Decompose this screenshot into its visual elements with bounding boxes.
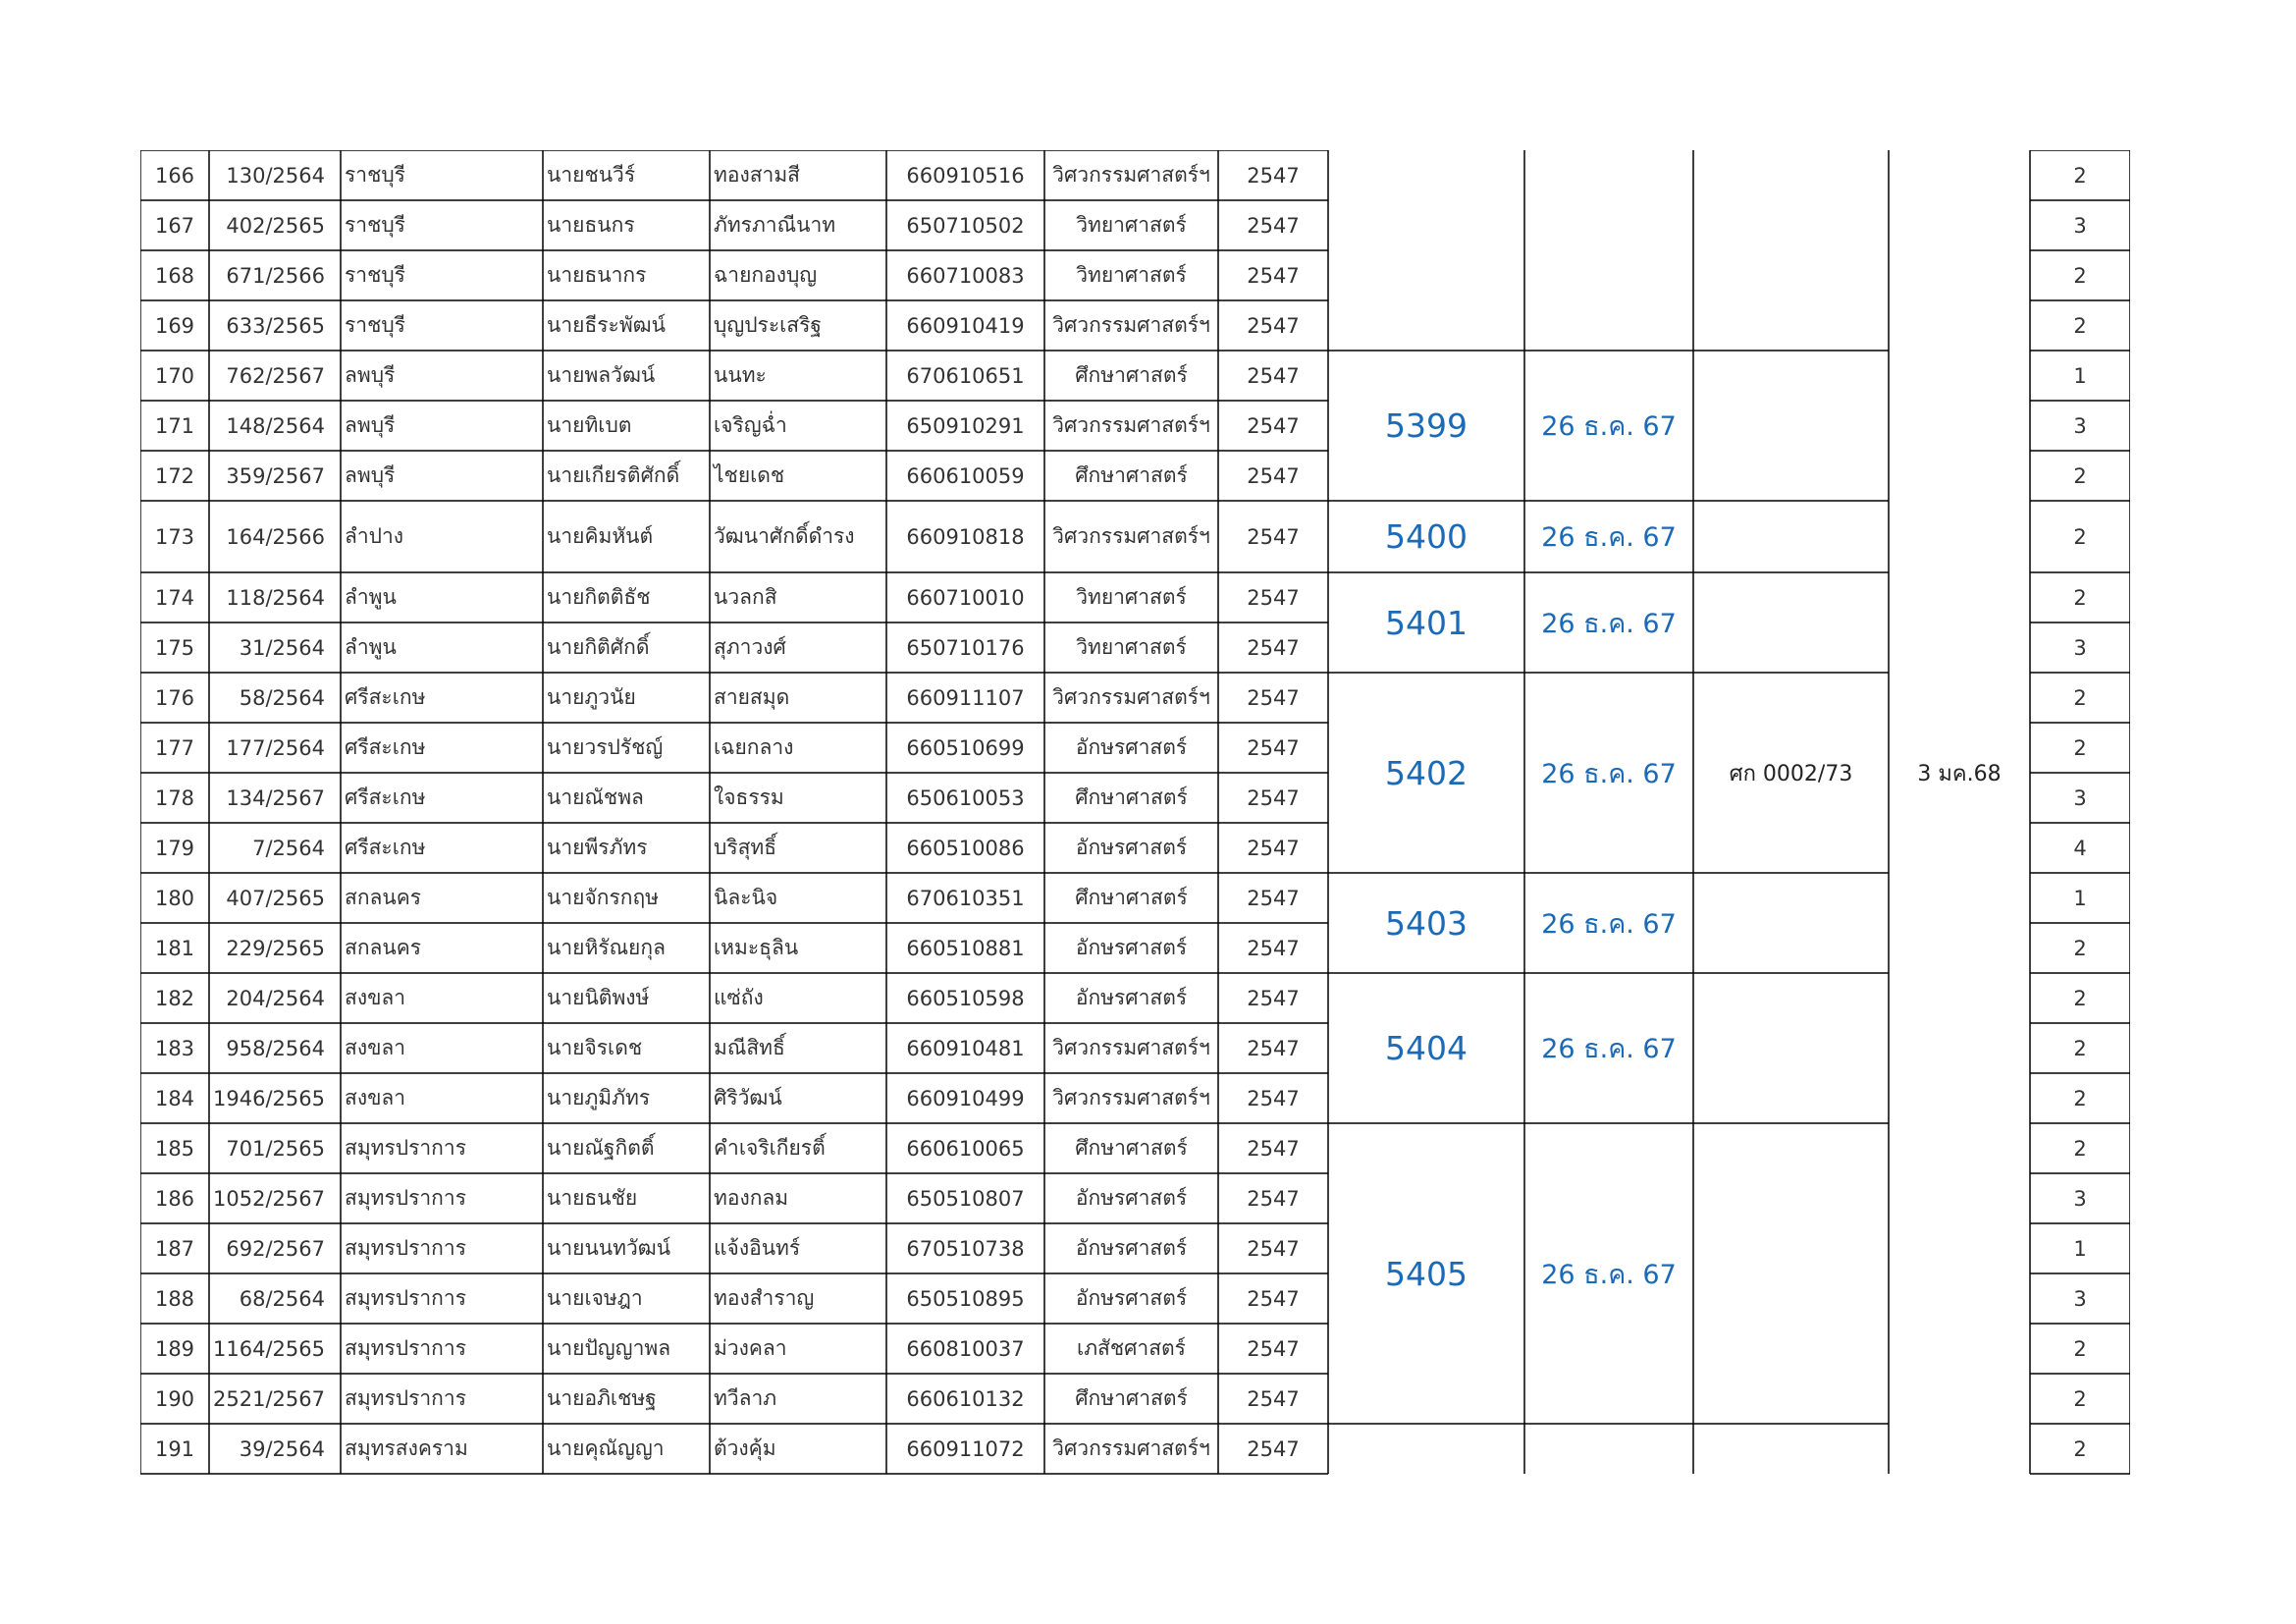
cell-last: สุภาวงศ์	[714, 635, 786, 659]
cell-faculty: วิทยาศาสตร์	[1076, 585, 1187, 609]
cell-year: 2547	[1247, 463, 1300, 488]
cell-last: ใจธรรม	[714, 785, 784, 809]
cell-last: นวลกสิ	[714, 585, 777, 609]
cell-sid: 660610059	[906, 463, 1025, 488]
cell-last: เฉยกลาง	[714, 735, 794, 759]
cell-no: 185	[154, 1136, 195, 1161]
group-date: 26 ธ.ค. 67	[1541, 1259, 1677, 1290]
cell-last: บริสุทธิ์	[714, 836, 777, 859]
group-doc-number: ศก 0002/73	[1729, 761, 1853, 786]
cell-no: 168	[154, 263, 195, 288]
cell-last: แจ้งอินทร์	[714, 1236, 801, 1260]
cell-count: 2	[2073, 1136, 2087, 1161]
cell-no: 181	[154, 936, 195, 960]
cell-year: 2547	[1247, 524, 1300, 549]
cell-ref: 671/2566	[226, 263, 325, 288]
cell-count: 2	[2073, 1036, 2087, 1060]
cell-count: 2	[2073, 313, 2087, 338]
cell-no: 180	[154, 886, 195, 910]
record-table	[140, 150, 2130, 1475]
cell-last: สายสมุด	[714, 685, 790, 709]
cell-province: สกลนคร	[345, 886, 422, 909]
cell-no: 184	[154, 1086, 195, 1110]
cell-province: ลพบุรี	[345, 363, 396, 387]
cell-province: ราชบุรี	[345, 263, 405, 287]
group-number: 5400	[1385, 517, 1468, 556]
cell-province: ศรีสะเกษ	[345, 685, 426, 709]
cell-sid: 660910818	[906, 524, 1025, 549]
cell-no: 175	[154, 635, 195, 660]
group-date: 26 ธ.ค. 67	[1541, 411, 1677, 442]
cell-year: 2547	[1247, 1036, 1300, 1060]
cell-count: 2	[2073, 585, 2087, 610]
cell-last: ภัทรภาณีนาท	[714, 213, 836, 237]
cell-year: 2547	[1247, 1336, 1300, 1361]
cell-sid: 660510598	[906, 986, 1025, 1010]
group-number: 5401	[1385, 603, 1468, 642]
cell-faculty: อักษรศาสตร์	[1075, 836, 1188, 859]
group-number: 5404	[1385, 1029, 1468, 1067]
cell-first: นายคิมหันต์	[547, 524, 654, 548]
cell-no: 178	[154, 785, 195, 810]
cell-ref: 958/2564	[226, 1036, 325, 1060]
cell-ref: 1052/2567	[213, 1186, 325, 1211]
cell-count: 2	[2073, 463, 2087, 488]
cell-first: นายธีระพัฒน์	[547, 313, 666, 337]
cell-last: ทวีลาภ	[714, 1386, 777, 1410]
cell-last: เหมะธุลิน	[714, 936, 799, 959]
group-number: 5405	[1385, 1254, 1468, 1293]
cell-year: 2547	[1247, 413, 1300, 438]
cell-count: 2	[2073, 685, 2087, 710]
cell-province: สงขลา	[345, 1086, 406, 1110]
cell-no: 169	[154, 313, 195, 338]
cell-first: นายปัญญาพล	[547, 1336, 671, 1360]
cell-last: วัฒนาศักดิ์ดำรง	[714, 524, 855, 548]
cell-ref: 39/2564	[239, 1436, 325, 1461]
cell-count: 1	[2073, 1236, 2087, 1261]
cell-sid: 660911107	[906, 685, 1025, 710]
cell-sid: 660910516	[906, 163, 1025, 188]
cell-year: 2547	[1247, 936, 1300, 960]
cell-ref: 633/2565	[226, 313, 325, 338]
cell-no: 183	[154, 1036, 195, 1060]
cell-faculty: วิศวกรรมศาสตร์ฯ	[1052, 1436, 1210, 1460]
cell-ref: 1164/2565	[213, 1336, 325, 1361]
cell-sid: 670510738	[906, 1236, 1025, 1261]
cell-faculty: ศึกษาศาสตร์	[1075, 785, 1188, 809]
cell-province: สมุทรปราการ	[345, 1286, 466, 1310]
cell-first: นายณัชพล	[547, 785, 644, 809]
cell-year: 2547	[1247, 585, 1300, 610]
cell-first: นายพีรภัทร	[547, 836, 648, 859]
cell-ref: 1946/2565	[213, 1086, 325, 1110]
cell-last: ม่วงคลา	[714, 1336, 787, 1360]
cell-sid: 650610053	[906, 785, 1025, 810]
cell-year: 2547	[1247, 836, 1300, 860]
cell-faculty: อักษรศาสตร์	[1075, 936, 1188, 959]
cell-sid: 660710083	[906, 263, 1025, 288]
cell-sid: 660610132	[906, 1386, 1025, 1411]
cell-province: ศรีสะเกษ	[345, 785, 426, 809]
cell-faculty: อักษรศาสตร์	[1075, 1286, 1188, 1310]
cell-first: นายธนากร	[547, 263, 647, 287]
group-date: 26 ธ.ค. 67	[1541, 908, 1677, 940]
cell-no: 166	[154, 163, 195, 188]
cell-sid: 660710010	[906, 585, 1025, 610]
cell-no: 167	[154, 213, 195, 238]
cell-no: 171	[154, 413, 195, 438]
cell-first: นายเกียรติศักดิ์	[547, 463, 680, 487]
cell-faculty: วิศวกรรมศาสตร์ฯ	[1052, 163, 1210, 187]
cell-faculty: วิศวกรรมศาสตร์ฯ	[1052, 524, 1210, 548]
group-number: 5399	[1385, 406, 1468, 445]
cell-count: 2	[2073, 936, 2087, 960]
cell-first: นายอภิเชษฐ	[547, 1386, 657, 1410]
cell-year: 2547	[1247, 263, 1300, 288]
cell-last: ศิริวัฒน์	[714, 1086, 782, 1110]
cell-province: สกลนคร	[345, 936, 422, 959]
cell-last: เจริญฉ่ำ	[714, 413, 787, 437]
cell-count: 2	[2073, 163, 2087, 188]
cell-first: นายพลวัฒน์	[547, 363, 656, 387]
cell-sid: 660810037	[906, 1336, 1025, 1361]
cell-year: 2547	[1247, 163, 1300, 188]
cell-faculty: วิศวกรรมศาสตร์ฯ	[1052, 413, 1210, 437]
cell-faculty: ศึกษาศาสตร์	[1075, 1136, 1188, 1160]
cell-first: นายเจษฎา	[547, 1286, 643, 1310]
cell-first: นายกิติศักดิ์	[547, 635, 650, 659]
cell-ref: 407/2565	[226, 886, 325, 910]
cell-first: นายธนชัย	[547, 1186, 638, 1210]
cell-faculty: อักษรศาสตร์	[1075, 986, 1188, 1009]
cell-faculty: วิศวกรรมศาสตร์ฯ	[1052, 1086, 1210, 1110]
cell-count: 3	[2073, 635, 2087, 660]
cell-province: ราชบุรี	[345, 213, 405, 237]
cell-no: 188	[154, 1286, 195, 1311]
cell-no: 176	[154, 685, 195, 710]
cell-last: ต้วงคุ้ม	[714, 1436, 776, 1460]
cell-province: สมุทรปราการ	[345, 1136, 466, 1160]
cell-ref: 692/2567	[226, 1236, 325, 1261]
cell-year: 2547	[1247, 635, 1300, 660]
cell-no: 170	[154, 363, 195, 388]
group-date: 26 ธ.ค. 67	[1541, 1034, 1677, 1064]
cell-sid: 670610351	[906, 886, 1025, 910]
cell-year: 2547	[1247, 886, 1300, 910]
cell-no: 190	[154, 1386, 195, 1411]
cell-sid: 650710176	[906, 635, 1025, 660]
cell-ref: 402/2565	[226, 213, 325, 238]
cell-ref: 2521/2567	[213, 1386, 325, 1411]
cell-province: สมุทรปราการ	[345, 1386, 466, 1410]
cell-no: 174	[154, 585, 195, 610]
cell-faculty: วิทยาศาสตร์	[1076, 213, 1187, 237]
cell-province: ลพบุรี	[345, 463, 396, 487]
cell-faculty: ศึกษาศาสตร์	[1075, 1386, 1188, 1410]
cell-ref: 359/2567	[226, 463, 325, 488]
cell-sid: 660910499	[906, 1086, 1025, 1110]
cell-province: ศรีสะเกษ	[345, 735, 426, 759]
cell-year: 2547	[1247, 1436, 1300, 1461]
cell-count: 3	[2073, 1286, 2087, 1311]
group-date: 26 ธ.ค. 67	[1541, 522, 1677, 553]
cell-year: 2547	[1247, 785, 1300, 810]
cell-first: นายนนทวัฒน์	[547, 1236, 671, 1260]
group-doc-date: 3 มค.68	[1917, 761, 2002, 786]
cell-first: นายคุณัญญา	[547, 1436, 665, 1460]
cell-year: 2547	[1247, 213, 1300, 238]
cell-year: 2547	[1247, 735, 1300, 760]
cell-year: 2547	[1247, 1286, 1300, 1311]
group-number: 5402	[1385, 753, 1468, 792]
cell-first: นายจิรเดช	[547, 1036, 643, 1059]
cell-province: ลำพูน	[345, 585, 397, 609]
group-number: 5403	[1385, 903, 1468, 943]
cell-count: 3	[2073, 213, 2087, 238]
cell-year: 2547	[1247, 1136, 1300, 1161]
cell-province: สมุทรปราการ	[345, 1186, 466, 1210]
cell-ref: 701/2565	[226, 1136, 325, 1161]
cell-last: มณีสิทธิ์	[714, 1036, 785, 1059]
cell-count: 2	[2073, 735, 2087, 760]
cell-sid: 660510881	[906, 936, 1025, 960]
cell-faculty: ศึกษาศาสตร์	[1075, 363, 1188, 387]
cell-faculty: อักษรศาสตร์	[1075, 1236, 1188, 1260]
cell-faculty: ศึกษาศาสตร์	[1075, 886, 1188, 909]
cell-province: ศรีสะเกษ	[345, 836, 426, 859]
cell-province: ลำปาง	[345, 524, 404, 548]
cell-first: นายจักรกฤษ	[547, 886, 660, 909]
group-date: 26 ธ.ค. 67	[1541, 608, 1677, 639]
cell-sid: 660910419	[906, 313, 1025, 338]
cell-no: 189	[154, 1336, 195, 1361]
cell-first: นายวรปรัชญ์	[547, 735, 664, 759]
cell-count: 1	[2073, 363, 2087, 388]
cell-ref: 148/2564	[226, 413, 325, 438]
cell-first: นายภูมิภัทร	[547, 1086, 651, 1110]
cell-last: ทองสำราญ	[714, 1286, 815, 1310]
cell-faculty: วิทยาศาสตร์	[1076, 263, 1187, 287]
cell-ref: 229/2565	[226, 936, 325, 960]
cell-sid: 660911072	[906, 1436, 1025, 1461]
cell-no: 191	[154, 1436, 195, 1461]
cell-sid: 650510895	[906, 1286, 1025, 1311]
cell-year: 2547	[1247, 986, 1300, 1010]
cell-year: 2547	[1247, 1236, 1300, 1261]
cell-ref: 134/2567	[226, 785, 325, 810]
cell-count: 2	[2073, 1436, 2087, 1461]
cell-no: 179	[154, 836, 195, 860]
cell-last: คำเจริเกียรติ์	[714, 1136, 826, 1160]
cell-year: 2547	[1247, 685, 1300, 710]
cell-first: นายทิเบต	[547, 413, 632, 437]
cell-no: 173	[154, 524, 195, 549]
cell-faculty: ศึกษาศาสตร์	[1075, 463, 1188, 487]
cell-first: นายกิตติธัช	[547, 585, 651, 609]
cell-ref: 118/2564	[226, 585, 325, 610]
cell-province: ราชบุรี	[345, 313, 405, 337]
cell-last: นิละนิจ	[714, 886, 778, 909]
cell-sid: 650910291	[906, 413, 1025, 438]
cell-ref: 164/2566	[226, 524, 325, 549]
cell-last: แซ่ถัง	[714, 986, 764, 1009]
cell-count: 2	[2073, 1336, 2087, 1361]
cell-ref: 68/2564	[239, 1286, 325, 1311]
cell-province: สงขลา	[345, 986, 406, 1009]
cell-faculty: อักษรศาสตร์	[1075, 735, 1188, 759]
cell-province: สมุทรปราการ	[345, 1336, 466, 1360]
cell-sid: 650510807	[906, 1186, 1025, 1211]
cell-count: 2	[2073, 524, 2087, 549]
cell-count: 2	[2073, 263, 2087, 288]
cell-year: 2547	[1247, 1386, 1300, 1411]
cell-first: นายชนวีร์	[547, 163, 636, 187]
cell-first: นายภูวนัย	[547, 685, 636, 709]
cell-faculty: อักษรศาสตร์	[1075, 1186, 1188, 1210]
cell-count: 3	[2073, 1186, 2087, 1211]
cell-ref: 130/2564	[226, 163, 325, 188]
cell-province: สงขลา	[345, 1036, 406, 1059]
cell-faculty: วิศวกรรมศาสตร์ฯ	[1052, 1036, 1210, 1059]
cell-no: 172	[154, 463, 195, 488]
cell-ref: 204/2564	[226, 986, 325, 1010]
cell-first: นายณัฐกิตติ์	[547, 1136, 655, 1160]
cell-first: นายธนกร	[547, 213, 635, 237]
cell-sid: 650710502	[906, 213, 1025, 238]
cell-last: ทองกลม	[714, 1186, 789, 1210]
cell-count: 2	[2073, 986, 2087, 1010]
cell-sid: 660510699	[906, 735, 1025, 760]
cell-sid: 670610651	[906, 363, 1025, 388]
cell-ref: 762/2567	[226, 363, 325, 388]
cell-count: 3	[2073, 785, 2087, 810]
cell-no: 182	[154, 986, 195, 1010]
cell-province: ราชบุรี	[345, 163, 405, 187]
cell-province: ลำพูน	[345, 635, 397, 659]
group-date: 26 ธ.ค. 67	[1541, 758, 1677, 789]
cell-last: ไชยเดช	[714, 463, 785, 487]
cell-province: ลพบุรี	[345, 413, 396, 437]
cell-ref: 177/2564	[226, 735, 325, 760]
cell-last: นนทะ	[714, 363, 767, 387]
cell-last: ทองสามสี	[714, 163, 800, 187]
cell-year: 2547	[1247, 313, 1300, 338]
cell-no: 187	[154, 1236, 195, 1261]
cell-no: 177	[154, 735, 195, 760]
cell-province: สมุทรสงคราม	[345, 1436, 468, 1460]
cell-sid: 660910481	[906, 1036, 1025, 1060]
cell-ref: 7/2564	[252, 836, 325, 860]
cell-last: บุญประเสริฐ	[714, 313, 822, 337]
cell-province: สมุทรปราการ	[345, 1236, 466, 1260]
cell-faculty: วิศวกรรมศาสตร์ฯ	[1052, 313, 1210, 337]
cell-first: นายนิติพงษ์	[547, 986, 650, 1009]
cell-count: 4	[2073, 836, 2087, 860]
cell-last: ฉายกองบุญ	[714, 263, 818, 287]
cell-no: 186	[154, 1186, 195, 1211]
cell-count: 3	[2073, 413, 2087, 438]
cell-count: 1	[2073, 886, 2087, 910]
cell-year: 2547	[1247, 363, 1300, 388]
cell-first: นายหิรัณยกุล	[547, 936, 666, 959]
cell-faculty: เภสัชศาสตร์	[1077, 1336, 1186, 1360]
cell-count: 2	[2073, 1086, 2087, 1110]
cell-sid: 660510086	[906, 836, 1025, 860]
cell-ref: 31/2564	[239, 635, 325, 660]
cell-faculty: วิศวกรรมศาสตร์ฯ	[1052, 685, 1210, 709]
cell-year: 2547	[1247, 1186, 1300, 1211]
cell-sid: 660610065	[906, 1136, 1025, 1161]
cell-faculty: วิทยาศาสตร์	[1076, 635, 1187, 659]
cell-year: 2547	[1247, 1086, 1300, 1110]
cell-ref: 58/2564	[239, 685, 325, 710]
cell-count: 2	[2073, 1386, 2087, 1411]
